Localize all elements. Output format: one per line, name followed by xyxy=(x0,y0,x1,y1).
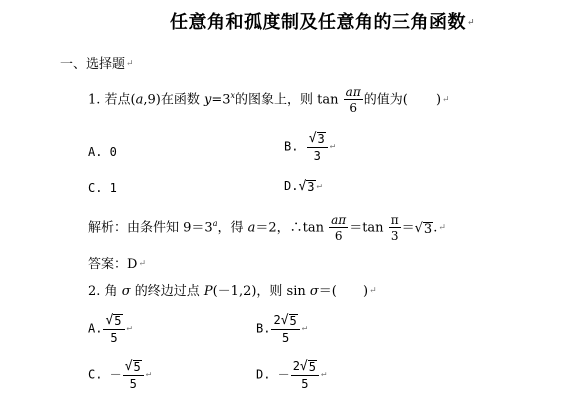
q1-fraction: $\frac{a\pi}{6}$ xyxy=(345,85,361,115)
q2-option-b: B. 2 √ 5 5 ↵ xyxy=(256,313,308,345)
page-title: 任意角和孤度制及任意角的三角函数↵ xyxy=(170,12,476,33)
q1-option-c: C. 1 xyxy=(88,181,117,195)
question-1-stem: 1. 若点(a,9)在函数 $y=3^x$的图象上，则 tan $\frac{a\pi}{6}$ 的值为( )↵ xyxy=(88,85,450,115)
section-heading: 一、选择题↵ xyxy=(60,57,134,72)
q2-option-a: A. √ 5 5 ↵ xyxy=(88,313,132,345)
q1-answer: 答案：D↵ xyxy=(88,257,146,272)
q1-option-a: A. 0 xyxy=(88,145,117,159)
q1-option-b: B. √ 3 3 ↵ xyxy=(284,131,336,163)
q2-option-d: D. － 2 √ 5 5 ↵ xyxy=(256,359,327,391)
q1-analysis: 解析：由条件知 $9=3^a$，得 a＝2，∴tan $\frac{a\pi}{6}$ ＝tan $\frac{\pi}{3}$ ＝ √ 3 .↵ xyxy=(88,213,446,243)
question-2-stem: 2. 角 σ 的终边过点 P(－1,2)，则 sin σ＝( )↵ xyxy=(88,284,377,299)
q1-option-d: D. √ 3 ↵ xyxy=(284,179,322,194)
q2-option-c: C. － √ 5 5 ↵ xyxy=(88,359,152,391)
